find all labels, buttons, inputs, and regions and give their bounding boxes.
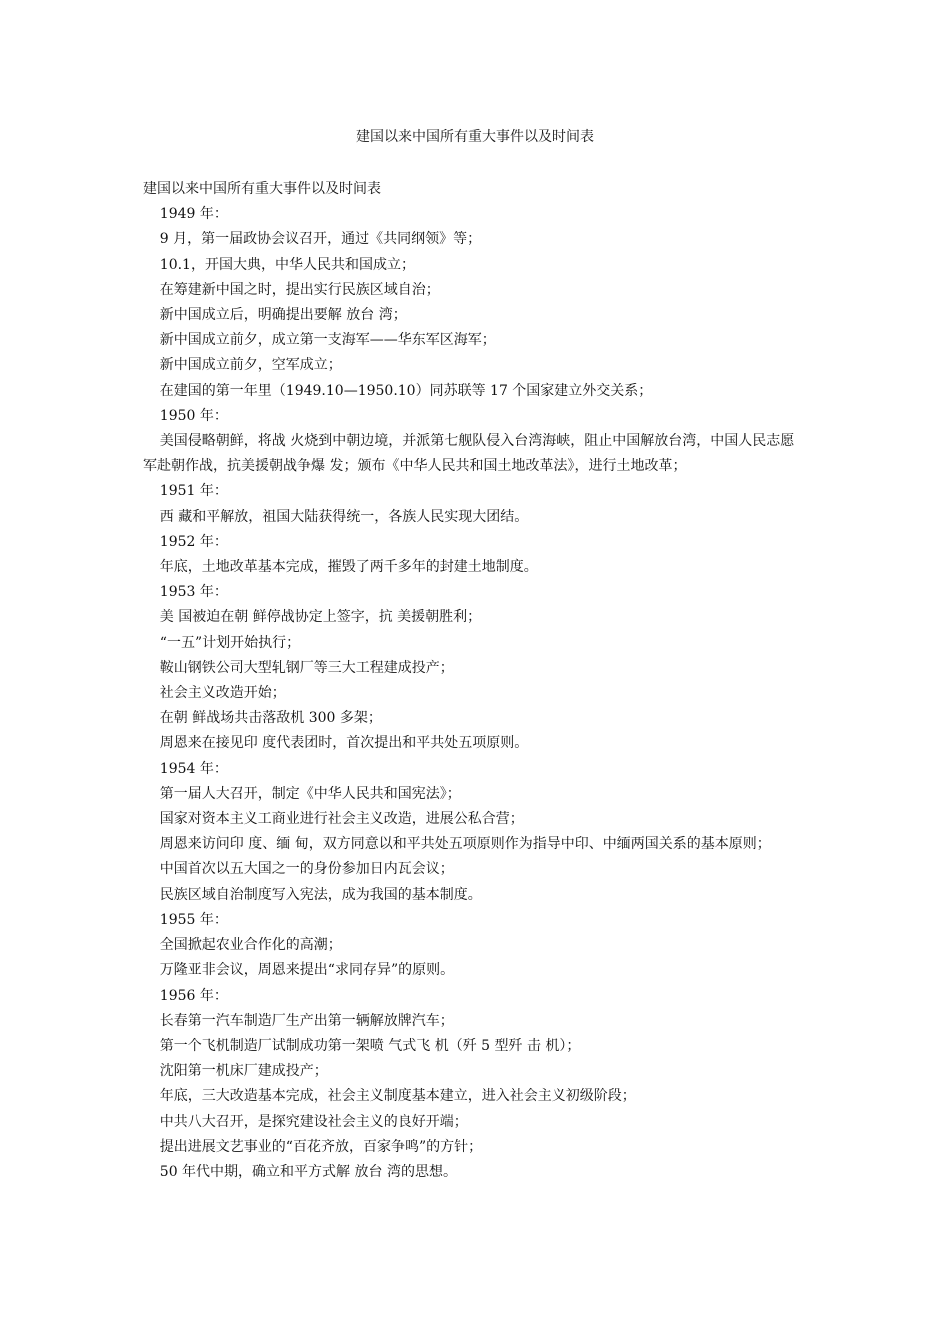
- event-line: 美国侵略朝鲜，将战 火烧到中朝边境，并派第七舰队侵入台湾海峡，阻止中国解放台湾，中国人民志愿军赴朝作战，抗美援朝战争爆 发；颁布《中华人民共和国土地改革法》，进行土地改革；: [143, 433, 795, 475]
- event-line: 西 藏和平解放，祖国大陆获得统一，各族人民实现大团结。: [159, 508, 529, 525]
- event-line: 周恩来在接见印 度代表团时，首次提出和平共处五项原则。: [159, 735, 529, 752]
- year-heading: 1954 年：: [159, 760, 228, 777]
- event-line: 在筹建新中国之时，提出实行民族区域自治；: [159, 281, 440, 298]
- event-line: 新中国成立前夕，空军成立；: [159, 357, 342, 374]
- event-line: 中共八大召开，是探究建设社会主义的良好开端；: [159, 1113, 468, 1130]
- year-heading: 1956 年：: [159, 987, 228, 1004]
- event-line: 沈阳第一机床厂建成投产；: [159, 1063, 328, 1080]
- event-line: 年底，三大改造基本完成，社会主义制度基本建立，进入社会主义初级阶段；: [159, 1088, 636, 1105]
- event-line: 年底，土地改革基本完成，摧毁了两千多年的封建土地制度。: [159, 559, 538, 576]
- event-line: 万隆亚非会议，周恩来提出“求同存异”的原则。: [159, 962, 455, 979]
- event-line: 国家对资本主义工商业进行社会主义改造，进展公私合营；: [159, 811, 524, 828]
- event-line: 中国首次以五大国之一的身份参加日内瓦会议；: [159, 861, 454, 878]
- year-heading: 1953 年：: [159, 584, 228, 601]
- event-line: 长春第一汽车制造厂生产出第一辆解放牌汽车；: [159, 1012, 454, 1029]
- event-line: 新中国成立前夕，成立第一支海军——华东军区海军；: [159, 332, 496, 349]
- event-line: 第一个飞机制造厂试制成功第一架喷 气式飞 机（歼 5 型歼 击 机）；: [159, 1037, 581, 1054]
- event-line: 全国掀起农业合作化的高潮；: [159, 937, 342, 954]
- year-heading: 1950 年：: [159, 407, 228, 424]
- event-line: 鞍山钢铁公司大型轧钢厂等三大工程建成投产；: [159, 659, 454, 676]
- event-line: 社会主义改造开始；: [159, 685, 286, 702]
- event-line: 10.1，开国大典，中华人民共和国成立；: [159, 256, 415, 273]
- event-line: 在朝 鲜战场共击落敌机 300 多架；: [159, 710, 382, 727]
- document-title: 建国以来中国所有重大事件以及时间表: [356, 129, 594, 145]
- year-heading: 1951 年：: [159, 483, 228, 500]
- event-line: 周恩来访问印 度、缅 甸，双方同意以和平共处五项原则作为指导中印、中缅两国关系的基本原则；: [159, 836, 771, 853]
- event-line: 9 月，第一届政协会议召开，通过《共同纲领》等；: [159, 231, 482, 248]
- event-line: 50 年代中期，确立和平方式解 放台 湾的思想。: [159, 1163, 457, 1180]
- event-line: 提出进展文艺事业的“百花齐放，百家争鸣”的方针；: [159, 1138, 483, 1155]
- event-line: 第一届人大召开，制定《中华人民共和国宪法》；: [159, 785, 461, 802]
- event-line: “一五”计划开始执行；: [159, 634, 301, 651]
- document-body: [143, 177, 808, 1185]
- event-line: 在建国的第一年里（1949.10—1950.10）同苏联等 17 个国家建立外交关系；: [159, 382, 653, 399]
- event-line: 美 国被迫在朝 鲜停战协定上签字，抗 美援朝胜利；: [159, 609, 482, 626]
- document-subtitle: 建国以来中国所有重大事件以及时间表: [143, 181, 381, 197]
- year-heading: 1955 年：: [159, 911, 228, 928]
- year-heading: 1949 年：: [159, 206, 228, 223]
- event-line: 民族区域自治制度写入宪法，成为我国的基本制度。: [159, 886, 482, 903]
- event-line: 新中国成立后，明确提出要解 放台 湾；: [159, 307, 407, 324]
- year-heading: 1952 年：: [159, 533, 228, 550]
